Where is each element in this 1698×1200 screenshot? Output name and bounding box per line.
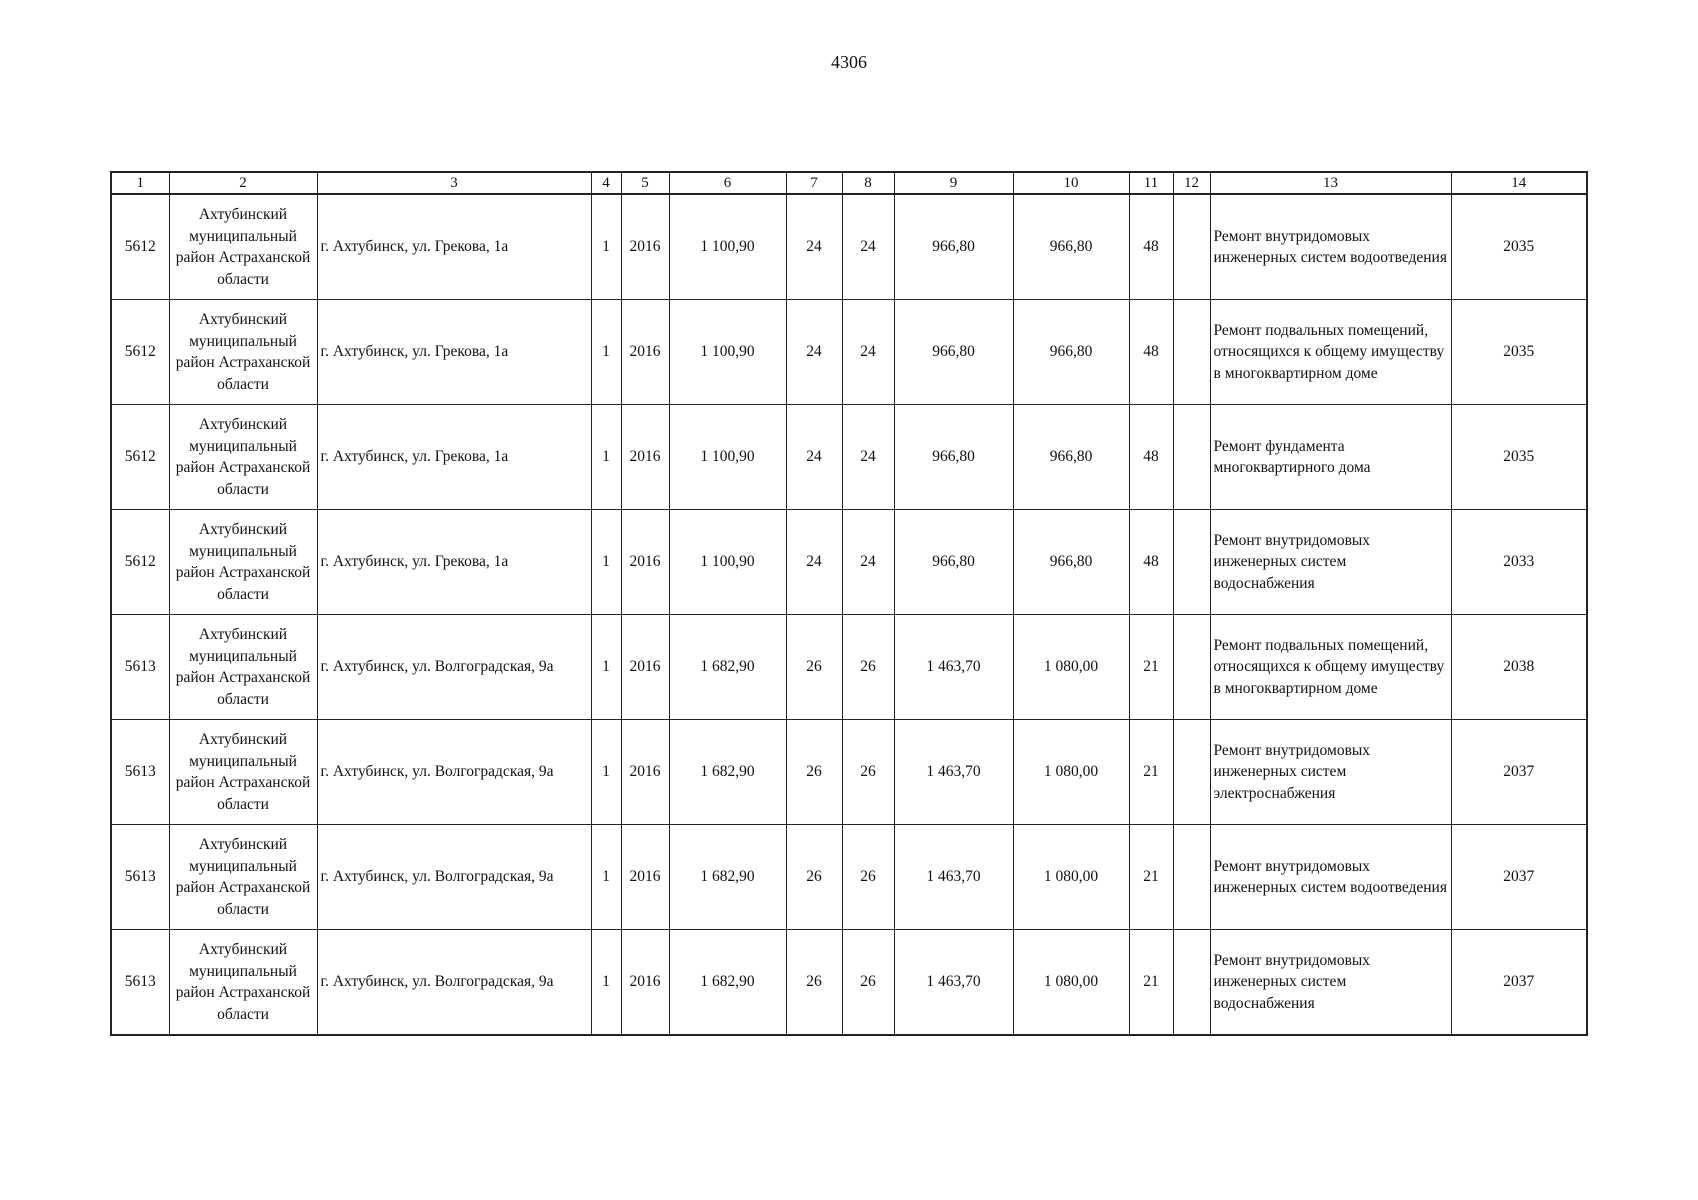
column-header: 4 — [591, 172, 621, 194]
cell-planned-year: 2035 — [1451, 194, 1587, 300]
cell-year: 2016 — [621, 405, 669, 510]
cell-floors: 1 — [591, 510, 621, 615]
cell-col-11: 21 — [1129, 615, 1173, 720]
cell-planned-year: 2037 — [1451, 930, 1587, 1036]
cell-year: 2016 — [621, 825, 669, 930]
cell-col-9: 966,80 — [894, 194, 1013, 300]
cell-col-11: 21 — [1129, 930, 1173, 1036]
cell-col-12 — [1173, 405, 1210, 510]
cell-id: 5613 — [111, 615, 169, 720]
housing-repair-table — [110, 171, 1588, 1036]
table-body — [111, 194, 1587, 1035]
cell-col-12 — [1173, 510, 1210, 615]
table-row — [111, 300, 1587, 405]
cell-col-10: 966,80 — [1013, 300, 1129, 405]
cell-total-area: 1 100,90 — [669, 405, 786, 510]
column-header: 12 — [1173, 172, 1210, 194]
cell-id: 5613 — [111, 825, 169, 930]
cell-total-area: 1 682,90 — [669, 720, 786, 825]
table-row — [111, 930, 1587, 1036]
cell-col-7: 24 — [786, 405, 842, 510]
column-header: 9 — [894, 172, 1013, 194]
cell-work-type: Ремонт внутридомовых инженерных систем водоснабжения — [1210, 930, 1451, 1036]
cell-col-10: 1 080,00 — [1013, 930, 1129, 1036]
cell-work-type: Ремонт внутридомовых инженерных систем водоснабжения — [1210, 510, 1451, 615]
cell-col-7: 26 — [786, 615, 842, 720]
cell-col-11: 21 — [1129, 720, 1173, 825]
column-header: 1 — [111, 172, 169, 194]
cell-year: 2016 — [621, 720, 669, 825]
cell-col-10: 1 080,00 — [1013, 825, 1129, 930]
table-row — [111, 510, 1587, 615]
cell-planned-year: 2035 — [1451, 405, 1587, 510]
cell-col-11: 48 — [1129, 405, 1173, 510]
cell-address: г. Ахтубинск, ул. Волгоградская, 9а — [317, 825, 591, 930]
cell-col-9: 966,80 — [894, 300, 1013, 405]
column-header: 13 — [1210, 172, 1451, 194]
cell-col-11: 21 — [1129, 825, 1173, 930]
cell-col-11: 48 — [1129, 300, 1173, 405]
cell-planned-year: 2035 — [1451, 300, 1587, 405]
table-row — [111, 720, 1587, 825]
cell-municipality: Ахтубинский муниципальный район Астраханской области — [169, 300, 317, 405]
table-row — [111, 194, 1587, 300]
cell-id: 5612 — [111, 300, 169, 405]
cell-col-7: 24 — [786, 300, 842, 405]
cell-col-8: 26 — [842, 930, 894, 1036]
cell-work-type: Ремонт внутридомовых инженерных систем водоотведения — [1210, 825, 1451, 930]
cell-municipality: Ахтубинский муниципальный район Астраханской области — [169, 930, 317, 1036]
cell-col-9: 966,80 — [894, 510, 1013, 615]
cell-year: 2016 — [621, 615, 669, 720]
cell-col-12 — [1173, 720, 1210, 825]
column-header: 5 — [621, 172, 669, 194]
cell-col-10: 966,80 — [1013, 194, 1129, 300]
cell-col-12 — [1173, 300, 1210, 405]
column-header: 7 — [786, 172, 842, 194]
cell-col-9: 1 463,70 — [894, 825, 1013, 930]
cell-col-10: 966,80 — [1013, 510, 1129, 615]
cell-col-7: 26 — [786, 720, 842, 825]
cell-floors: 1 — [591, 194, 621, 300]
table-row — [111, 615, 1587, 720]
cell-col-8: 26 — [842, 825, 894, 930]
cell-work-type: Ремонт внутридомовых инженерных систем водоотведения — [1210, 194, 1451, 300]
cell-work-type: Ремонт фундамента многоквартирного дома — [1210, 405, 1451, 510]
cell-id: 5613 — [111, 720, 169, 825]
column-header: 6 — [669, 172, 786, 194]
cell-address: г. Ахтубинск, ул. Волгоградская, 9а — [317, 930, 591, 1036]
cell-address: г. Ахтубинск, ул. Грекова, 1а — [317, 300, 591, 405]
cell-planned-year: 2038 — [1451, 615, 1587, 720]
cell-total-area: 1 682,90 — [669, 825, 786, 930]
cell-address: г. Ахтубинск, ул. Грекова, 1а — [317, 194, 591, 300]
column-header: 10 — [1013, 172, 1129, 194]
cell-address: г. Ахтубинск, ул. Грекова, 1а — [317, 405, 591, 510]
page-number: 4306 — [831, 52, 867, 72]
table-row — [111, 405, 1587, 510]
cell-col-7: 24 — [786, 194, 842, 300]
cell-id: 5612 — [111, 510, 169, 615]
cell-work-type: Ремонт подвальных помещений, относящихся к общему имуществу в многоквартирном доме — [1210, 300, 1451, 405]
cell-col-12 — [1173, 825, 1210, 930]
cell-planned-year: 2037 — [1451, 825, 1587, 930]
cell-total-area: 1 100,90 — [669, 300, 786, 405]
cell-total-area: 1 682,90 — [669, 930, 786, 1036]
cell-col-10: 966,80 — [1013, 405, 1129, 510]
column-header: 2 — [169, 172, 317, 194]
cell-address: г. Ахтубинск, ул. Волгоградская, 9а — [317, 615, 591, 720]
cell-total-area: 1 100,90 — [669, 194, 786, 300]
cell-year: 2016 — [621, 510, 669, 615]
cell-col-7: 26 — [786, 930, 842, 1036]
cell-municipality: Ахтубинский муниципальный район Астраханской области — [169, 194, 317, 300]
cell-total-area: 1 100,90 — [669, 510, 786, 615]
cell-id: 5612 — [111, 405, 169, 510]
cell-planned-year: 2033 — [1451, 510, 1587, 615]
cell-floors: 1 — [591, 930, 621, 1036]
cell-col-9: 966,80 — [894, 405, 1013, 510]
cell-col-12 — [1173, 615, 1210, 720]
cell-floors: 1 — [591, 615, 621, 720]
column-header: 3 — [317, 172, 591, 194]
cell-address: г. Ахтубинск, ул. Грекова, 1а — [317, 510, 591, 615]
cell-col-8: 24 — [842, 300, 894, 405]
column-number-row — [111, 172, 1587, 194]
cell-planned-year: 2037 — [1451, 720, 1587, 825]
cell-year: 2016 — [621, 300, 669, 405]
cell-id: 5612 — [111, 194, 169, 300]
cell-municipality: Ахтубинский муниципальный район Астраханской области — [169, 720, 317, 825]
cell-col-12 — [1173, 930, 1210, 1036]
cell-total-area: 1 682,90 — [669, 615, 786, 720]
column-header: 14 — [1451, 172, 1587, 194]
cell-id: 5613 — [111, 930, 169, 1036]
cell-col-8: 24 — [842, 194, 894, 300]
cell-col-8: 24 — [842, 510, 894, 615]
cell-floors: 1 — [591, 405, 621, 510]
cell-col-8: 26 — [842, 615, 894, 720]
cell-col-10: 1 080,00 — [1013, 720, 1129, 825]
cell-address: г. Ахтубинск, ул. Волгоградская, 9а — [317, 720, 591, 825]
cell-year: 2016 — [621, 930, 669, 1036]
column-header: 8 — [842, 172, 894, 194]
cell-floors: 1 — [591, 825, 621, 930]
cell-municipality: Ахтубинский муниципальный район Астраханской области — [169, 405, 317, 510]
cell-col-12 — [1173, 194, 1210, 300]
cell-col-9: 1 463,70 — [894, 930, 1013, 1036]
cell-work-type: Ремонт подвальных помещений, относящихся к общему имуществу в многоквартирном доме — [1210, 615, 1451, 720]
cell-col-8: 26 — [842, 720, 894, 825]
cell-col-7: 26 — [786, 825, 842, 930]
column-header: 11 — [1129, 172, 1173, 194]
cell-work-type: Ремонт внутридомовых инженерных систем электроснабжения — [1210, 720, 1451, 825]
cell-col-11: 48 — [1129, 194, 1173, 300]
table-row — [111, 825, 1587, 930]
cell-col-8: 24 — [842, 405, 894, 510]
cell-col-9: 1 463,70 — [894, 615, 1013, 720]
cell-floors: 1 — [591, 300, 621, 405]
cell-floors: 1 — [591, 720, 621, 825]
cell-col-9: 1 463,70 — [894, 720, 1013, 825]
cell-year: 2016 — [621, 194, 669, 300]
cell-municipality: Ахтубинский муниципальный район Астраханской области — [169, 510, 317, 615]
cell-municipality: Ахтубинский муниципальный район Астраханской области — [169, 825, 317, 930]
cell-col-7: 24 — [786, 510, 842, 615]
cell-municipality: Ахтубинский муниципальный район Астраханской области — [169, 615, 317, 720]
cell-col-11: 48 — [1129, 510, 1173, 615]
cell-col-10: 1 080,00 — [1013, 615, 1129, 720]
